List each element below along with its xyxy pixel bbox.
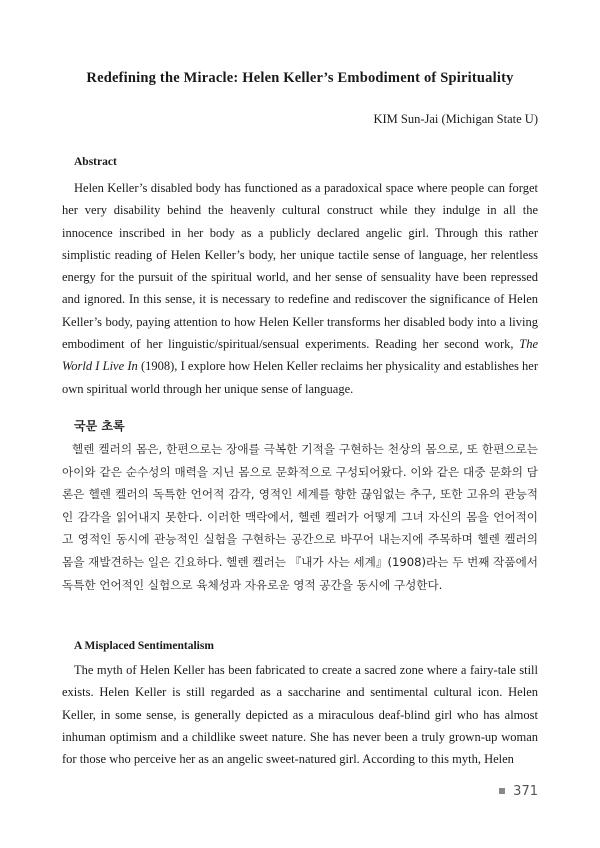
korean-abstract-text: 헬렌 켈러의 몸은, 한편으로는 장애를 극복한 기적을 구현하는 천상의 몸으로, 또 한편으로는 아이와 같은 순수성의 매력을 지닌 몸으로 문화적으로 구성되어왔다. 이와 같은 대중 문화의 담론은 헬렌 켈러의 독특한 언어적 감각, 영적인 세계를 향한 끊임없는 추구, 또한 고유의 관능적인 감각을 읽어내지 못한다. 이러한 맥락에서, 헬렌 켈러가 어떻게 그녀 자신의 몸을 언어적이고 영적인 동시에 관능적인 실험을 구현하는 공간으로 바꾸어 내는지에 주목하며 헬렌 켈러의 몸을 재발견하는 일은 긴요하다. 헬렌 켈러는 『내가 사는 세계』(1908)라는 두 번째 작품에서 독특한 언어적인 실험으로 육체성과 자유로운 영적 공간을 동시에 구성한다. bbox=[62, 442, 538, 592]
section-paragraph bbox=[62, 659, 538, 770]
abstract-text-part1: Helen Keller’s disabled body has functioned as a paradoxical space where people can forget her very disability behind the heavenly cultural construct while they indulge in all the innocence inscribed in her body as a publicly declared angelic girl. Through this rather simplistic reading of Helen Keller’s body, her unique tactile sense of language, her relentless energy for the pursuit of the spiritual world, and her sense of sensuality have been repressed and ignored. In this sense, it is necessary to redefine and rediscover the significance of Helen Keller’s body, paying attention to how Helen Keller transforms her disabled body into a living embodiment of her linguistic/spiritual/sensual experiments. Reading her second work, bbox=[62, 181, 538, 352]
author-line: KIM Sun-Jai (Michigan State U) bbox=[373, 112, 538, 126]
page-footer bbox=[499, 784, 538, 799]
abstract-paragraph bbox=[62, 177, 538, 400]
korean-abstract-paragraph bbox=[62, 438, 538, 596]
section-text: The myth of Helen Keller has been fabricated to create a sacred zone where a fairy-tale still exists. Helen Keller is still regarded as a saccharine and sentimental cultural icon. Helen Keller, in some sense, is generally depicted as a miraculous deaf-blind girl who has almost inhuman optimism and a childlike sweet nature. She has never been a truly grown-up woman for those who perceive her as an angelic sweet-natured girl. According to this myth, Helen bbox=[62, 663, 538, 767]
section-heading: A Misplaced Sentimentalism bbox=[74, 640, 214, 652]
abstract-heading: Abstract bbox=[74, 156, 117, 168]
korean-abstract-heading: 국문 초록 bbox=[74, 419, 125, 433]
paper-title: Redefining the Miracle: Helen Keller’s Embodiment of Spirituality bbox=[86, 70, 514, 86]
page-number: 371 bbox=[513, 784, 538, 799]
abstract-text-part2: (1908), I explore how Helen Keller reclaims her physicality and establishes her own spiritual world through her unique sense of language. bbox=[62, 359, 538, 396]
abstract-book-title: The World I Live In bbox=[62, 337, 538, 374]
square-bullet-icon bbox=[499, 788, 505, 794]
